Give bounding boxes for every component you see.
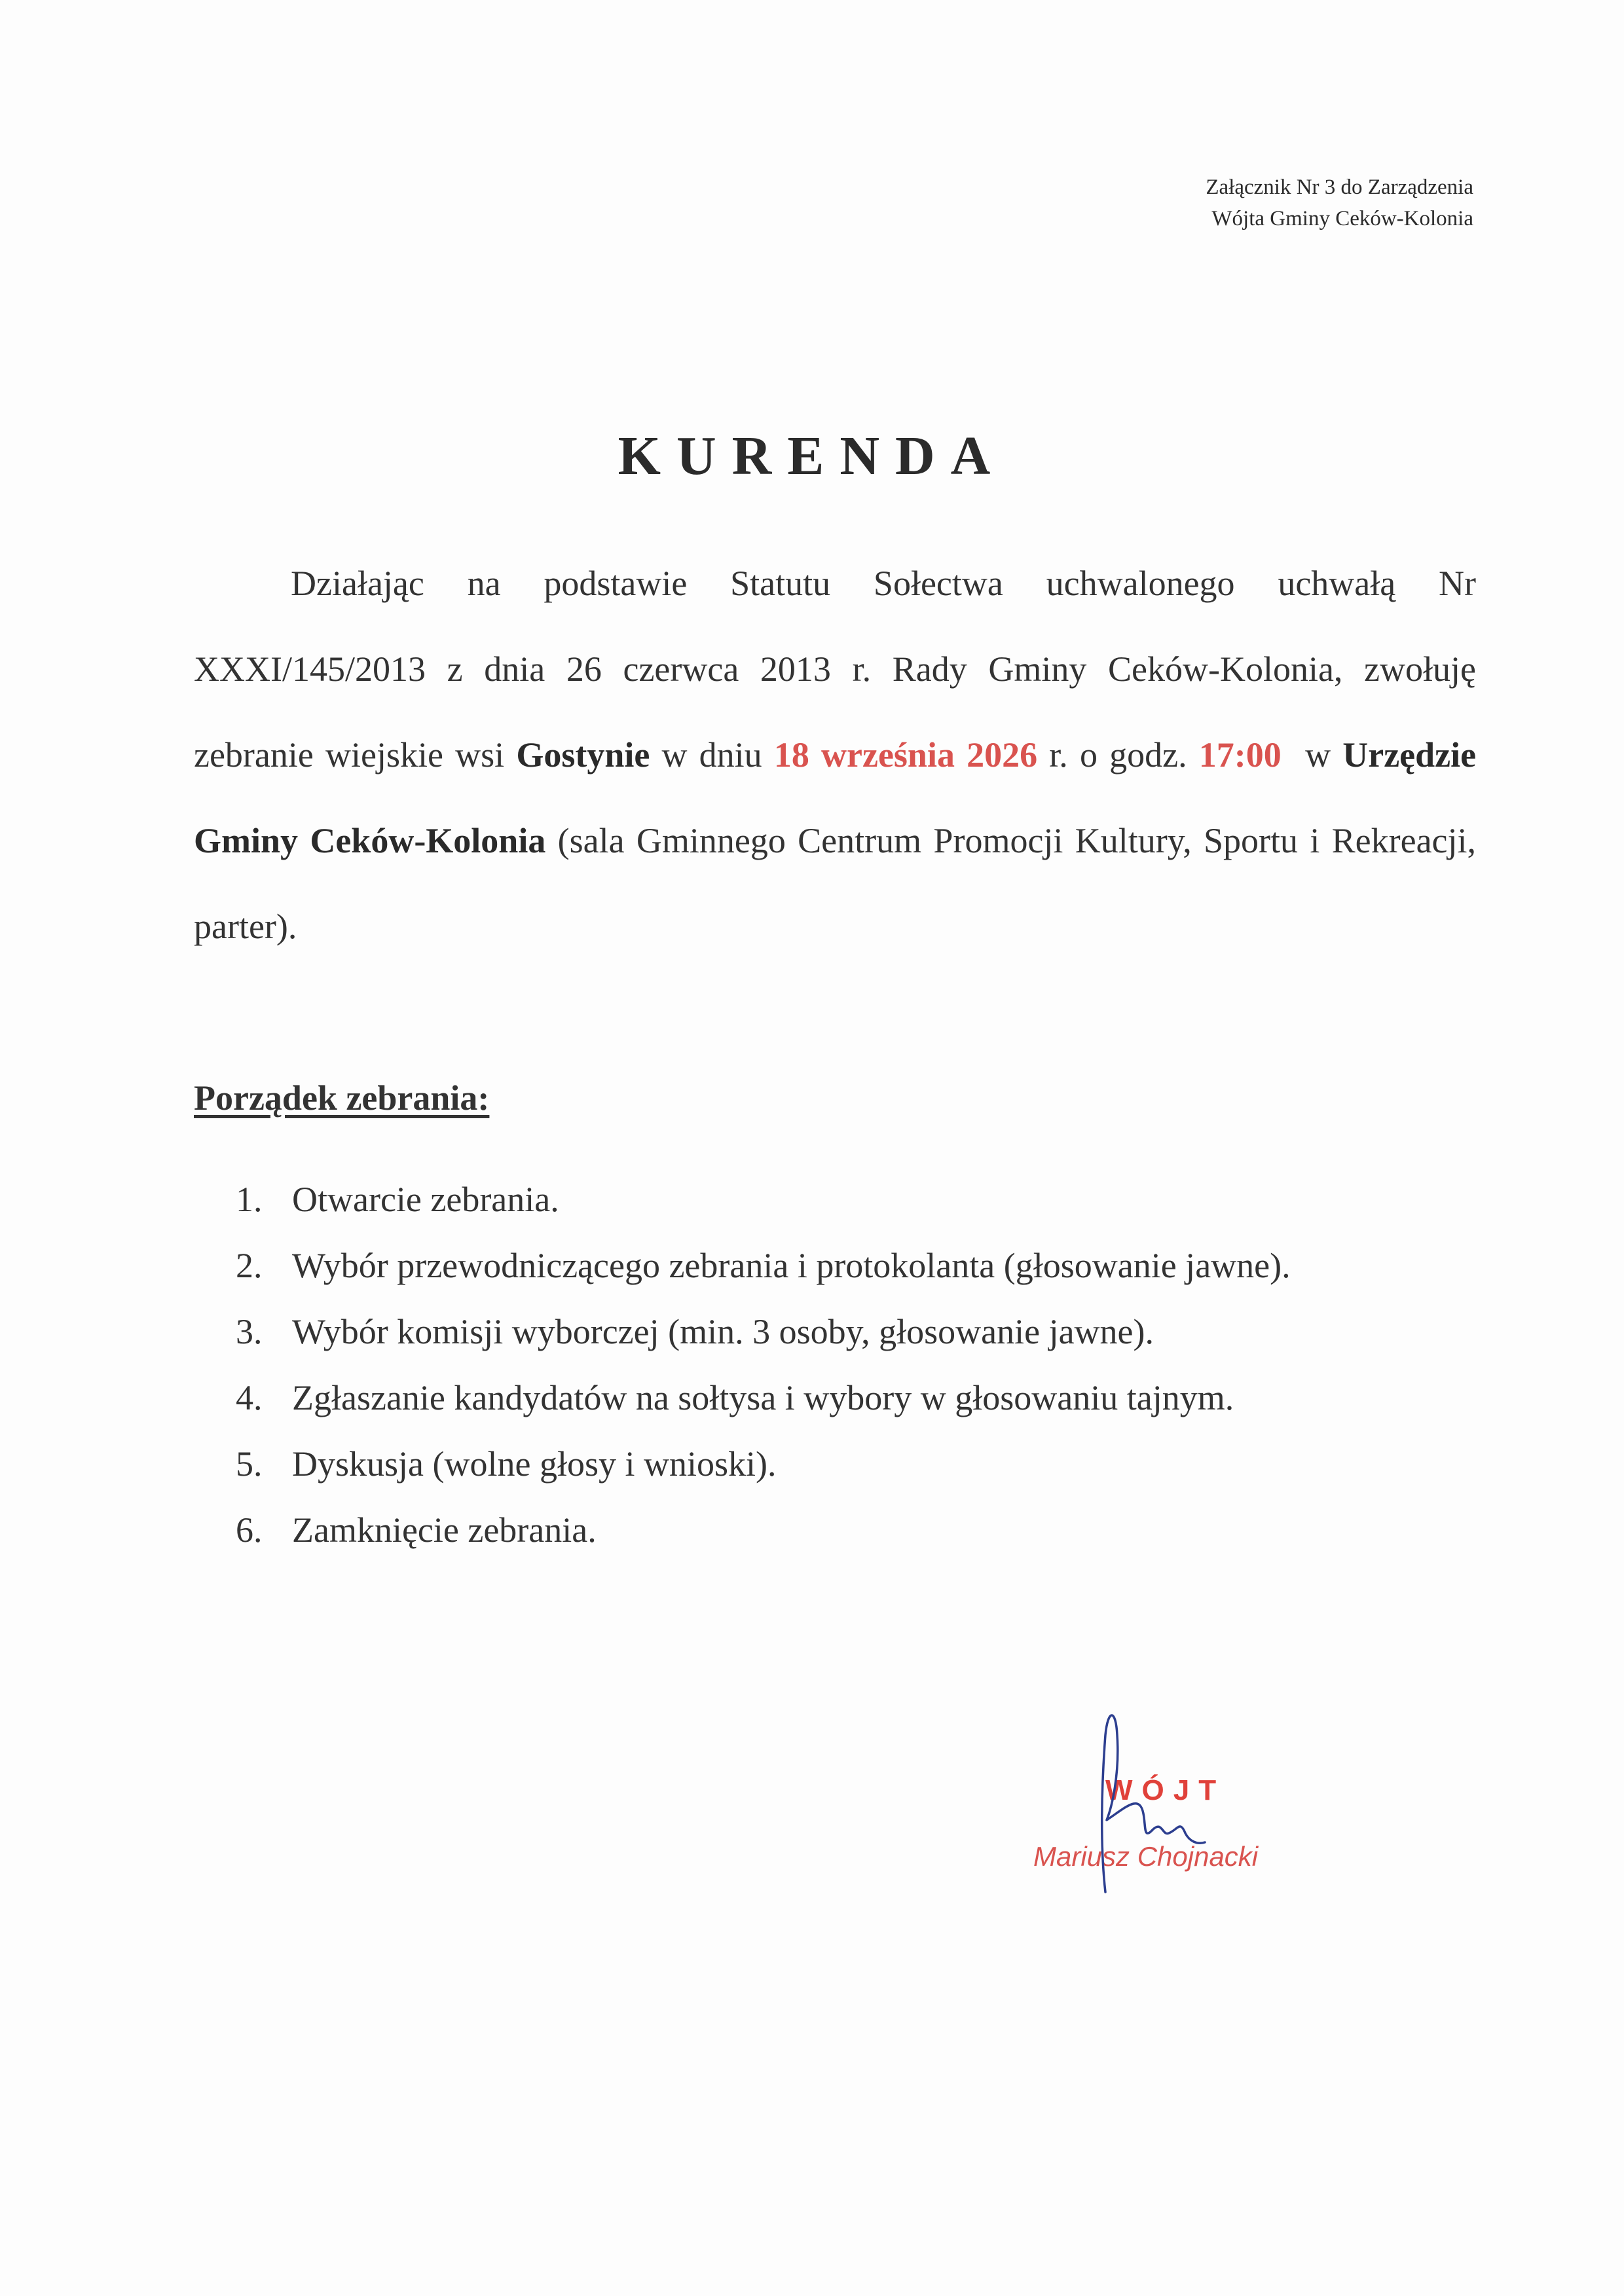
agenda-item-text: Wybór komisji wyborczej (min. 3 osoby, głosowanie jawne). xyxy=(292,1312,1154,1351)
agenda-item-text: Dyskusja (wolne głosy i wnioski). xyxy=(292,1444,777,1484)
attachment-line-2: Wójta Gminy Ceków-Kolonia xyxy=(1211,207,1473,230)
signature-block xyxy=(1028,1696,1329,1905)
agenda-item-number: 5. xyxy=(236,1444,263,1484)
agenda-item-number: 4. xyxy=(236,1378,263,1417)
meeting-venue: Urzędzie Gminy Ceków-Kolonia xyxy=(194,735,1477,860)
agenda-item xyxy=(236,1365,1480,1431)
agenda-item-text: Wybór przewodniczącego zebrania i protokolanta (głosowanie jawne). xyxy=(292,1246,1291,1285)
paragraph-text-2: w dniu xyxy=(661,735,762,774)
stamp-name-first: Mariusz xyxy=(1033,1841,1130,1872)
agenda-item xyxy=(236,1167,1480,1233)
agenda-item-text: Otwarcie zebrania. xyxy=(292,1180,559,1219)
document-title: KURENDA xyxy=(618,426,1006,486)
paragraph-text-4: w xyxy=(1305,735,1331,774)
agenda-item-text: Zamknięcie zebrania. xyxy=(292,1510,597,1550)
agenda-item xyxy=(236,1431,1480,1497)
agenda-item-number: 6. xyxy=(236,1510,263,1550)
stamp-name-last: Chojnacki xyxy=(1137,1841,1259,1872)
agenda-list xyxy=(236,1167,1480,1563)
agenda-item-number: 1. xyxy=(236,1180,263,1219)
attachment-note xyxy=(1206,172,1473,234)
village-name: Gostynie xyxy=(516,735,650,774)
announcement-paragraph xyxy=(194,541,1476,970)
agenda-item-number: 3. xyxy=(236,1312,263,1351)
agenda-item xyxy=(236,1299,1480,1365)
agenda-item xyxy=(236,1233,1480,1299)
attachment-line-1: Załącznik Nr 3 do Zarządzenia xyxy=(1206,175,1473,199)
handwritten-signature xyxy=(1028,1696,1329,1905)
paragraph-text-3: r. o godz. xyxy=(1049,735,1187,774)
agenda-item-text: Zgłaszanie kandydatów na sołtysa i wybory w głosowaniu tajnym. xyxy=(292,1378,1234,1417)
meeting-date: 18 września 2026 xyxy=(773,735,1038,774)
stamp-title: WÓJT xyxy=(1105,1774,1226,1806)
paragraph-text-5: (sala Gminnego Centrum Promocji Kultury, Sportu i Rekreacji, parter). xyxy=(194,821,1477,946)
agenda-item-number: 2. xyxy=(236,1246,263,1285)
meeting-time: 17:00 xyxy=(1198,735,1282,774)
agenda-item xyxy=(236,1497,1480,1563)
agenda-heading: Porządek zebrania: xyxy=(194,1078,490,1118)
paragraph-text-1: Działając na podstawie Statutu Sołectwa uchwalonego uchwałą Nr XXXI/145/2013 z dnia 26 czerwca 2013 r. Rady Gminy Ceków-Kolonia, zwołuję zebranie wiejskie wsi xyxy=(194,564,1476,774)
